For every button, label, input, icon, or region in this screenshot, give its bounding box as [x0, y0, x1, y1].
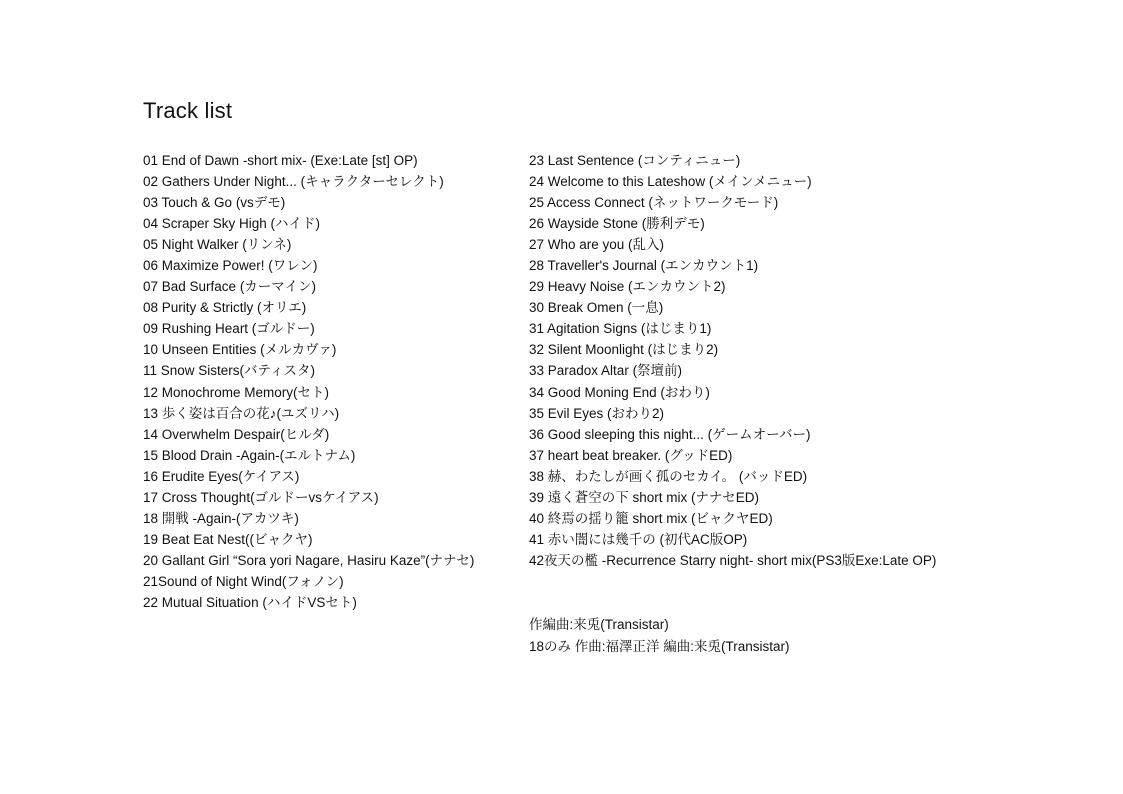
track-item: 24 Welcome to this Lateshow (メインメニュー): [529, 174, 812, 190]
track-item: 37 heart beat breaker. (グッドED): [529, 447, 733, 463]
track-item: 25 Access Connect (ネットワークモード): [529, 195, 779, 211]
credits: [529, 614, 989, 657]
track-item: 20 Gallant Girl “Sora yori Nagare, Hasiru Kaze”(ナナセ): [143, 552, 475, 568]
track-item: 30 Break Omen (一息): [529, 300, 664, 316]
track-item: 35 Evil Eyes (おわり2): [529, 405, 665, 421]
track-item: 11 Snow Sisters(バティスタ): [143, 363, 315, 379]
credit-line: 18のみ 作曲:福澤正洋 編曲:来兎(Transistar): [529, 638, 790, 654]
track-list-right: [529, 150, 989, 571]
track-item: 34 Good Moning End (おわり): [529, 384, 710, 400]
track-list-left: [143, 150, 523, 613]
track-item: 01 End of Dawn -short mix- (Exe:Late [st] OP): [143, 153, 418, 168]
track-item: 19 Beat Eat Nest((ビャクヤ): [143, 531, 313, 547]
track-item: 32 Silent Moonlight (はじまり2): [529, 342, 719, 358]
track-item: 23 Last Sentence (コンティニュー): [529, 153, 741, 168]
credit-line: 作編曲:来兎(Transistar): [529, 617, 669, 632]
track-item: 02 Gathers Under Night... (キャラクターセレクト): [143, 174, 444, 190]
track-item: 36 Good sleeping this night... (ゲームオーバー): [529, 426, 811, 442]
track-item: 08 Purity & Strictly (オリエ): [143, 300, 307, 316]
track-item: 05 Night Walker (リンネ): [143, 237, 292, 253]
track-item: 27 Who are you (乱入): [529, 237, 665, 253]
track-item: 17 Cross Thought(ゴルドーvsケイアス): [143, 489, 379, 505]
track-item: 07 Bad Surface (カーマイン): [143, 279, 317, 295]
track-item: 14 Overwhelm Despair(ヒルダ): [143, 426, 330, 442]
track-item: 15 Blood Drain -Again-(エルトナム): [143, 447, 356, 463]
track-item: 42夜天の檻 -Recurrence Starry night- short mix(PS3版Exe:Late OP): [529, 552, 937, 568]
track-item: 09 Rushing Heart (ゴルドー): [143, 321, 315, 337]
track-item: 41 赤い闇には幾千の (初代AC版OP): [529, 531, 748, 547]
track-item: 38 赫、わたしが画く孤のセカイ。 (バッドED): [529, 468, 808, 484]
track-item: 22 Mutual Situation (ハイドVSセト): [143, 594, 357, 610]
track-item: 04 Scraper Sky High (ハイド): [143, 216, 321, 232]
page-title: Track list: [143, 98, 233, 123]
track-item: 29 Heavy Noise (エンカウント2): [529, 279, 726, 295]
track-item: 06 Maximize Power! (ワレン): [143, 258, 318, 274]
track-item: 39 遠く蒼空の下 short mix (ナナセED): [529, 489, 760, 505]
track-item: 21Sound of Night Wind(フォノン): [143, 573, 344, 589]
track-item: 31 Agitation Signs (はじまり1): [529, 321, 712, 337]
track-item: 03 Touch & Go (vsデモ): [143, 195, 286, 211]
track-item: 10 Unseen Entities (メルカヴァ): [143, 342, 337, 358]
track-item: 40 終焉の揺り籠 short mix (ビャクヤED): [529, 510, 773, 526]
track-item: 26 Wayside Stone (勝利デモ): [529, 216, 705, 232]
track-item: 13 歩く姿は百合の花♪(ユズリハ): [143, 405, 340, 421]
track-item: 12 Monochrome Memory(セト): [143, 384, 330, 400]
track-item: 16 Erudite Eyes(ケイアス): [143, 468, 300, 484]
track-item: 28 Traveller's Journal (エンカウント1): [529, 258, 759, 274]
track-item: 18 開戦 -Again-(アカツキ): [143, 510, 299, 526]
track-item: 33 Paradox Altar (祭壇前): [529, 363, 683, 379]
